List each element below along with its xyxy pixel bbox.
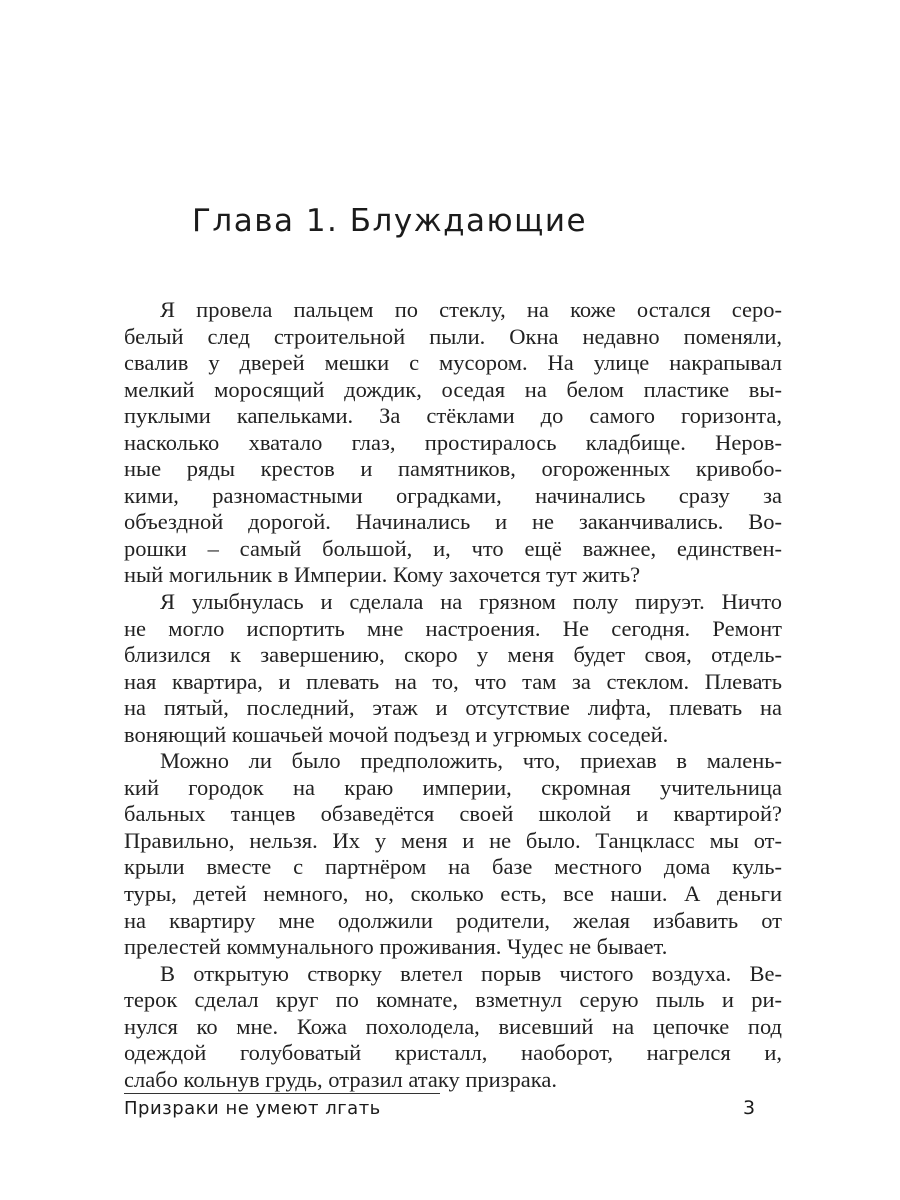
paragraph-4-line: терок сделал круг по комнате, взметнул серую пыль и ри- <box>124 987 782 1013</box>
paragraph-1-line: свалив у дверей мешки с мусором. На улице накрапывал <box>124 350 782 376</box>
paragraph-1-line: ные ряды крестов и памятников, огороженных кривобо- <box>124 456 782 482</box>
paragraph-3-line: бальных танцев обзаведётся своей школой и квартирой? <box>124 801 782 827</box>
paragraph-3-line: на квартиру мне одолжили родители, желая избавить от <box>124 907 782 933</box>
paragraph-1-line: кими, разномастными оградками, начинались сразу за <box>124 482 782 508</box>
paragraph-1-line: пуклыми капельками. За стёклами до самого горизонта, <box>124 403 782 429</box>
paragraph-3-line: Можно ли было предположить, что, приехав в малень- <box>160 748 782 774</box>
paragraph-1-line: Я провела пальцем по стеклу, на коже остался серо- <box>160 297 782 322</box>
chapter-title: Глава 1. Блуждающие <box>192 203 588 239</box>
running-footer-book-title: Призраки не умеют лгать <box>124 1098 381 1119</box>
paragraph-1-line: белый след строительной пыли. Окна недавно поменяли, <box>124 323 782 349</box>
paragraph-1-line: ный могильник в Империи. Кому захочется тут жить? <box>124 562 641 588</box>
paragraph-3-line: прелестей коммунального проживания. Чудес не бывает. <box>124 934 668 960</box>
paragraph-2-line: воняющий кошачьей мочой подъезд и угрюмых соседей. <box>124 721 669 747</box>
body-text <box>124 297 782 1093</box>
paragraph-1-line: рошки – самый большой, и, что ещё важнее, единствен- <box>124 535 782 561</box>
paragraph-4-line: нулся ко мне. Кожа похолодела, висевший на цепочке под <box>124 1013 782 1039</box>
paragraph-4-line: В открытую створку влетел порыв чистого воздуха. Ве- <box>160 960 782 986</box>
page-number: 3 <box>743 1097 756 1119</box>
paragraph-3-line: Правильно, нельзя. Их у меня и не было. Танцкласс мы от- <box>124 827 782 853</box>
footer-divider <box>124 1093 440 1094</box>
paragraph-4-line: одеждой голубоватый кристалл, наоборот, нагрелся и, <box>124 1040 782 1066</box>
paragraph-2-line: не могло испортить мне настроения. Не сегодня. Ремонт <box>124 615 782 641</box>
paragraph-2-line: близился к завершению, скоро у меня будет своя, отдель- <box>124 642 782 668</box>
paragraph-1-line: насколько хватало глаз, простиралось кладбище. Неров- <box>124 429 782 455</box>
paragraph-3-line: туры, детей немного, но, сколько есть, все наши. А деньги <box>124 881 782 907</box>
paragraph-2-line: Я улыбнулась и сделала на грязном полу пируэт. Ничто <box>160 589 782 615</box>
paragraph-3-line: кий городок на краю империи, скромная учительница <box>124 774 782 800</box>
paragraph-1-line: объездной дорогой. Начинались и не заканчивались. Во- <box>124 509 782 535</box>
paragraph-1-line: мелкий моросящий дождик, оседая на белом пластике вы- <box>124 376 782 402</box>
paragraph-4-line: слабо кольнув грудь, отразил атаку призрака. <box>124 1066 557 1092</box>
paragraph-2-line: на пятый, последний, этаж и отсутствие лифта, плевать на <box>124 695 782 721</box>
paragraph-2-line: ная квартира, и плевать на то, что там за стеклом. Плевать <box>124 668 782 694</box>
paragraph-3-line: крыли вместе с партнёром на базе местного дома куль- <box>124 854 782 880</box>
